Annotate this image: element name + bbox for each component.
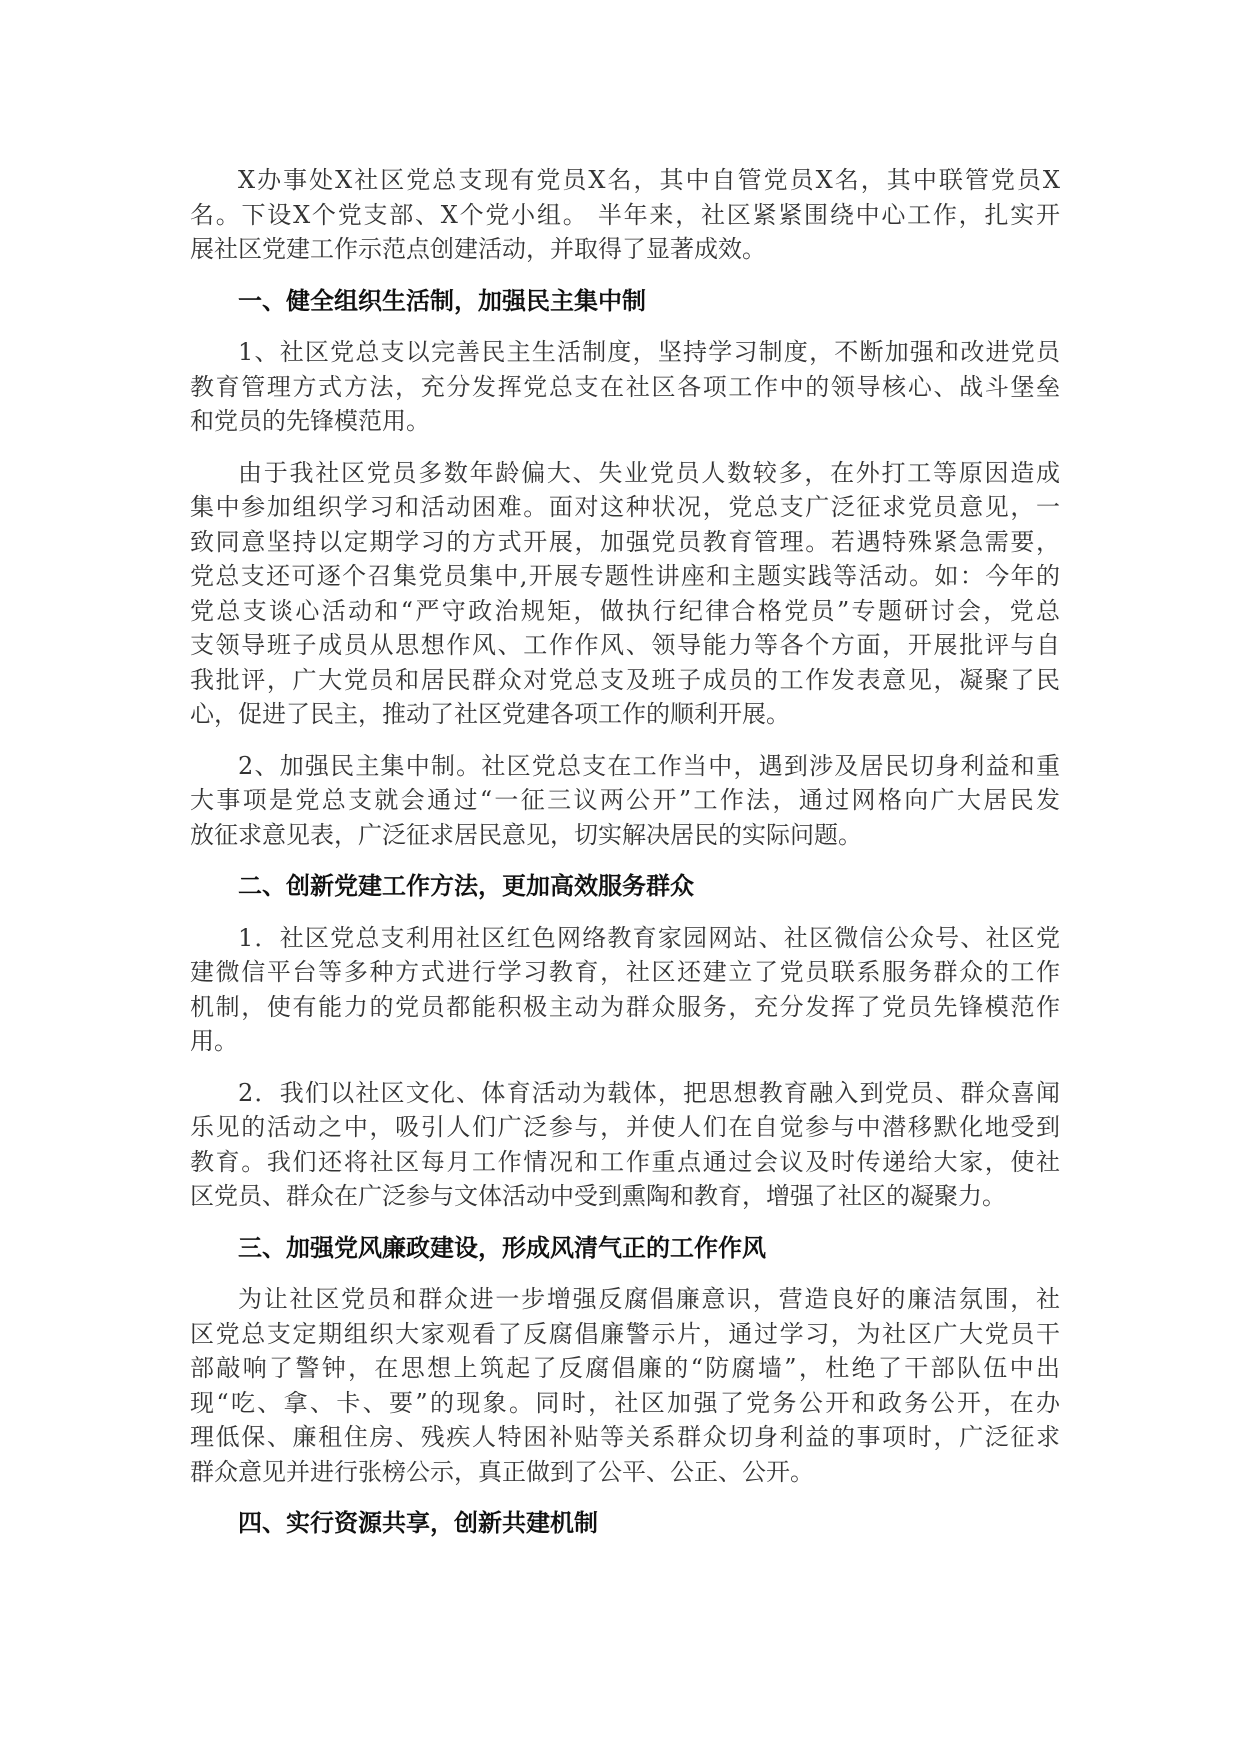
paragraph-line: 乐见的活动之中，吸引人们广泛参与，并使人们在自觉参与中潜移默化地受到 xyxy=(190,1113,1060,1141)
section-heading xyxy=(190,869,1060,904)
paragraph-line: 现“吃、拿、卡、要”的现象。同时，社区加强了党务公开和政务公开，在办 xyxy=(190,1388,1060,1417)
paragraph-line: 区党总支定期组织大家观看了反腐倡廉警示片，通过学习，为社区广大党员干 xyxy=(190,1319,1060,1348)
paragraph-line: 名。下设X个党支部、X个党小组。 半年来，社区紧紧围绕中心工作，扎实开 xyxy=(190,200,1060,229)
paragraph-line: 大事项是党总支就会通过“一征三议两公开”工作法，通过网格向广大居民发 xyxy=(190,786,1060,814)
paragraph-line: 群众意见并进行张榜公示，真正做到了公平、公正、公开。 xyxy=(190,1457,814,1486)
paragraph-line: 和党员的先锋模范用。 xyxy=(190,407,430,435)
paragraph-line: 1．社区党总支利用社区红色网络教育家园网站、社区微信公众号、社区党 xyxy=(238,923,1060,952)
paragraph xyxy=(190,1076,1060,1214)
section-heading xyxy=(190,284,1060,319)
paragraph-line: 集中参加组织学习和活动困难。面对这种状况，党总支广泛征求党员意见，一 xyxy=(190,493,1060,521)
document-body xyxy=(190,163,1060,1558)
paragraph-line: 由于我社区党员多数年龄偏大、失业党员人数较多，在外打工等原因造成 xyxy=(238,458,1060,487)
paragraph-line: 理低保、廉租住房、残疾人特困补贴等关系群众切身利益的事项时，广泛征求 xyxy=(190,1423,1060,1451)
paragraph-line: 为让社区党员和群众进一步增强反腐倡廉意识，营造良好的廉洁氛围，社 xyxy=(238,1285,1060,1313)
paragraph-line: 教育管理方式方法，充分发挥党总支在社区各项工作中的领导核心、战斗堡垒 xyxy=(190,372,1060,401)
paragraph-line: 致同意坚持以定期学习的方式开展，加强党员教育管理。若遇特殊紧急需要， xyxy=(190,527,1060,556)
paragraph-line: 支领导班子成员从思想作风、工作作风、领导能力等各个方面，开展批评与自 xyxy=(190,631,1060,659)
section-heading xyxy=(190,1231,1060,1266)
paragraph-line: 放征求意见表，广泛征求居民意见，切实解决居民的实际问题。 xyxy=(190,820,862,849)
paragraph-line: 我批评，广大党员和居民群众对党总支及班子成员的工作发表意见，凝聚了民 xyxy=(190,665,1060,694)
heading-text: 三、加强党风廉政建设，形成风清气正的工作作风 xyxy=(238,1233,766,1262)
paragraph-line: 机制，使有能力的党员都能积极主动为群众服务，充分发挥了党员先锋模范作 xyxy=(190,992,1060,1021)
paragraph xyxy=(190,921,1060,1059)
paragraph-line: 党总支还可逐个召集党员集中,开展专题性讲座和主题实践等活动。如：今年的 xyxy=(190,562,1060,590)
paragraph xyxy=(190,1282,1060,1489)
paragraph-line: 建微信平台等多种方式进行学习教育，社区还建立了党员联系服务群众的工作 xyxy=(190,958,1060,986)
heading-text: 一、健全组织生活制，加强民主集中制 xyxy=(238,286,646,315)
paragraph xyxy=(190,456,1060,732)
paragraph-line: 1、社区党总支以完善民主生活制度，坚持学习制度，不断加强和改进党员 xyxy=(238,338,1060,366)
section-heading xyxy=(190,1506,1060,1541)
paragraph-line: 党总支谈心活动和“严守政治规矩，做执行纪律合格党员”专题研讨会，党总 xyxy=(190,596,1060,625)
heading-text: 二、创新党建工作方法，更加高效服务群众 xyxy=(238,872,694,900)
paragraph-line: 2、加强民主集中制。社区党总支在工作当中，遇到涉及居民切身利益和重 xyxy=(238,751,1060,780)
paragraph-line: 2．我们以社区文化、体育活动为载体，把思想教育融入到党员、群众喜闻 xyxy=(238,1078,1060,1107)
paragraph-line: 心，促进了民主，推动了社区党建各项工作的顺利开展。 xyxy=(190,700,790,728)
heading-text: 四、实行资源共享，创新共建机制 xyxy=(238,1509,598,1537)
paragraph-line: 部敲响了警钟，在思想上筑起了反腐倡廉的“防腐墙”，杜绝了干部队伍中出 xyxy=(190,1354,1060,1382)
paragraph-line: X办事处X社区党总支现有党员X名，其中自管党员X名，其中联管党员X xyxy=(238,166,1060,194)
paragraph-line: 教育。我们还将社区每月工作情况和工作重点通过会议及时传递给大家，使社 xyxy=(190,1147,1060,1176)
paragraph xyxy=(190,335,1060,439)
paragraph-line: 展社区党建工作示范点创建活动，并取得了显著成效。 xyxy=(190,235,766,263)
paragraph xyxy=(190,749,1060,853)
paragraph xyxy=(190,163,1060,267)
paragraph-line: 区党员、群众在广泛参与文体活动中受到熏陶和教育，增强了社区的凝聚力。 xyxy=(190,1182,1006,1210)
paragraph-line: 用。 xyxy=(190,1027,238,1055)
